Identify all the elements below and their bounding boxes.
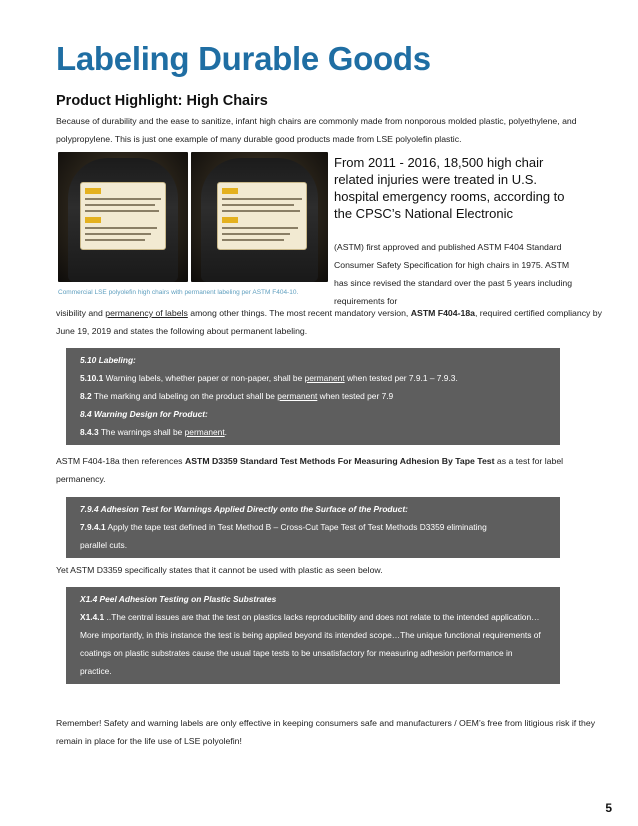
high-chair-photo-left [58,152,188,282]
high-chair-photo-right [191,152,328,282]
section-subtitle: Product Highlight: High Chairs [56,93,268,109]
warning-label-image [217,182,307,250]
warning-label-image [80,182,166,250]
permanency-paragraph: visibility and permanency of labels among other things. The most recent mandatory version, ASTM F404-18a, required certified compliancy by June 19, 2019 and states the following about permanent labeling. [56,308,602,336]
high-chair-photos [58,152,328,282]
astm-version: ASTM F404-18a [410,308,475,318]
page-title: Labeling Durable Goods [56,40,431,77]
permanency-of-labels-text: permanency of labels [105,308,188,318]
box-heading: X1.4 Peel Adhesion Testing on Plastic Substrates [80,594,277,604]
d3359-reference-paragraph: ASTM F404-18a then references ASTM D3359 Standard Test Methods For Measuring Adhesion By Tape Test as a test for label permanency. [56,456,564,484]
labeling-requirements-box: 5.10 Labeling: 5.10.1 Warning labels, whether paper or non-paper, shall be permanent when tested per 7.9.1 – 7.9.3. 8.2 The marking and labeling on the product shall be permanent when tested per 7.9 8.4 Warning Design for Product: 8.4.3 The warnings shall be permanent. [66,348,560,445]
page-number: 5 [605,801,612,815]
box-heading: 7.9.4 Adhesion Test for Warnings Applied Directly onto the Surface of the Product: [80,504,408,514]
photo-caption: Commercial LSE polyolefin high chairs with permanent labeling per ASTM F404-10. [58,289,299,296]
peel-adhesion-box: X1.4 Peel Adhesion Testing on Plastic Substrates X1.4.1 ..The central issues are that the test on plastics lacks reproducibility and does not relate to the intended application…More importantly, in this instance the test is being applied beyond its intended scope…The unique functional requirements of coatings on plastic substrates cause the usual tape tests to be unsatisfactory for measuring adhesion performance in practice. [66,587,560,684]
box-heading: 5.10 Labeling: [80,355,136,365]
intro-paragraph: Because of durability and the ease to sanitize, infant high chairs are commonly made from nonporous molded plastic, polyethylene, and polypropylene. This is just one example of many durable good products made from LSE polyolefin plastic. [56,116,577,144]
d3359-standard-name: ASTM D3359 Standard Test Methods For Measuring Adhesion By Tape Test [184,456,495,466]
adhesion-test-box: 7.9.4 Adhesion Test for Warnings Applied Directly onto the Surface of the Product: 7.9.4.1 Apply the tape test defined in Test Method B – Cross-Cut Tape Test of Test Methods D3359 eliminating parallel cuts. [66,497,560,558]
plastic-limitation-paragraph: Yet ASTM D3359 specifically states that it cannot be used with plastic as seen below. [56,565,383,575]
astm-history-text: (ASTM) first approved and published ASTM F404 Standard Consumer Safety Specification for high chairs in 1975. ASTM has since revised the standard over the past 5 years including requirements for [334,242,573,306]
closing-paragraph: Remember! Safety and warning labels are only effective in keeping consumers safe and manufacturers / OEM’s free from litigious risk if they remain in place for the life use of LSE polyolefin! [56,718,596,746]
statistic-callout: From 2011 - 2016, 18,500 high chair related injuries were treated in U.S. hospital emergency rooms, according to the CPSC’s National Electronic [334,155,565,221]
